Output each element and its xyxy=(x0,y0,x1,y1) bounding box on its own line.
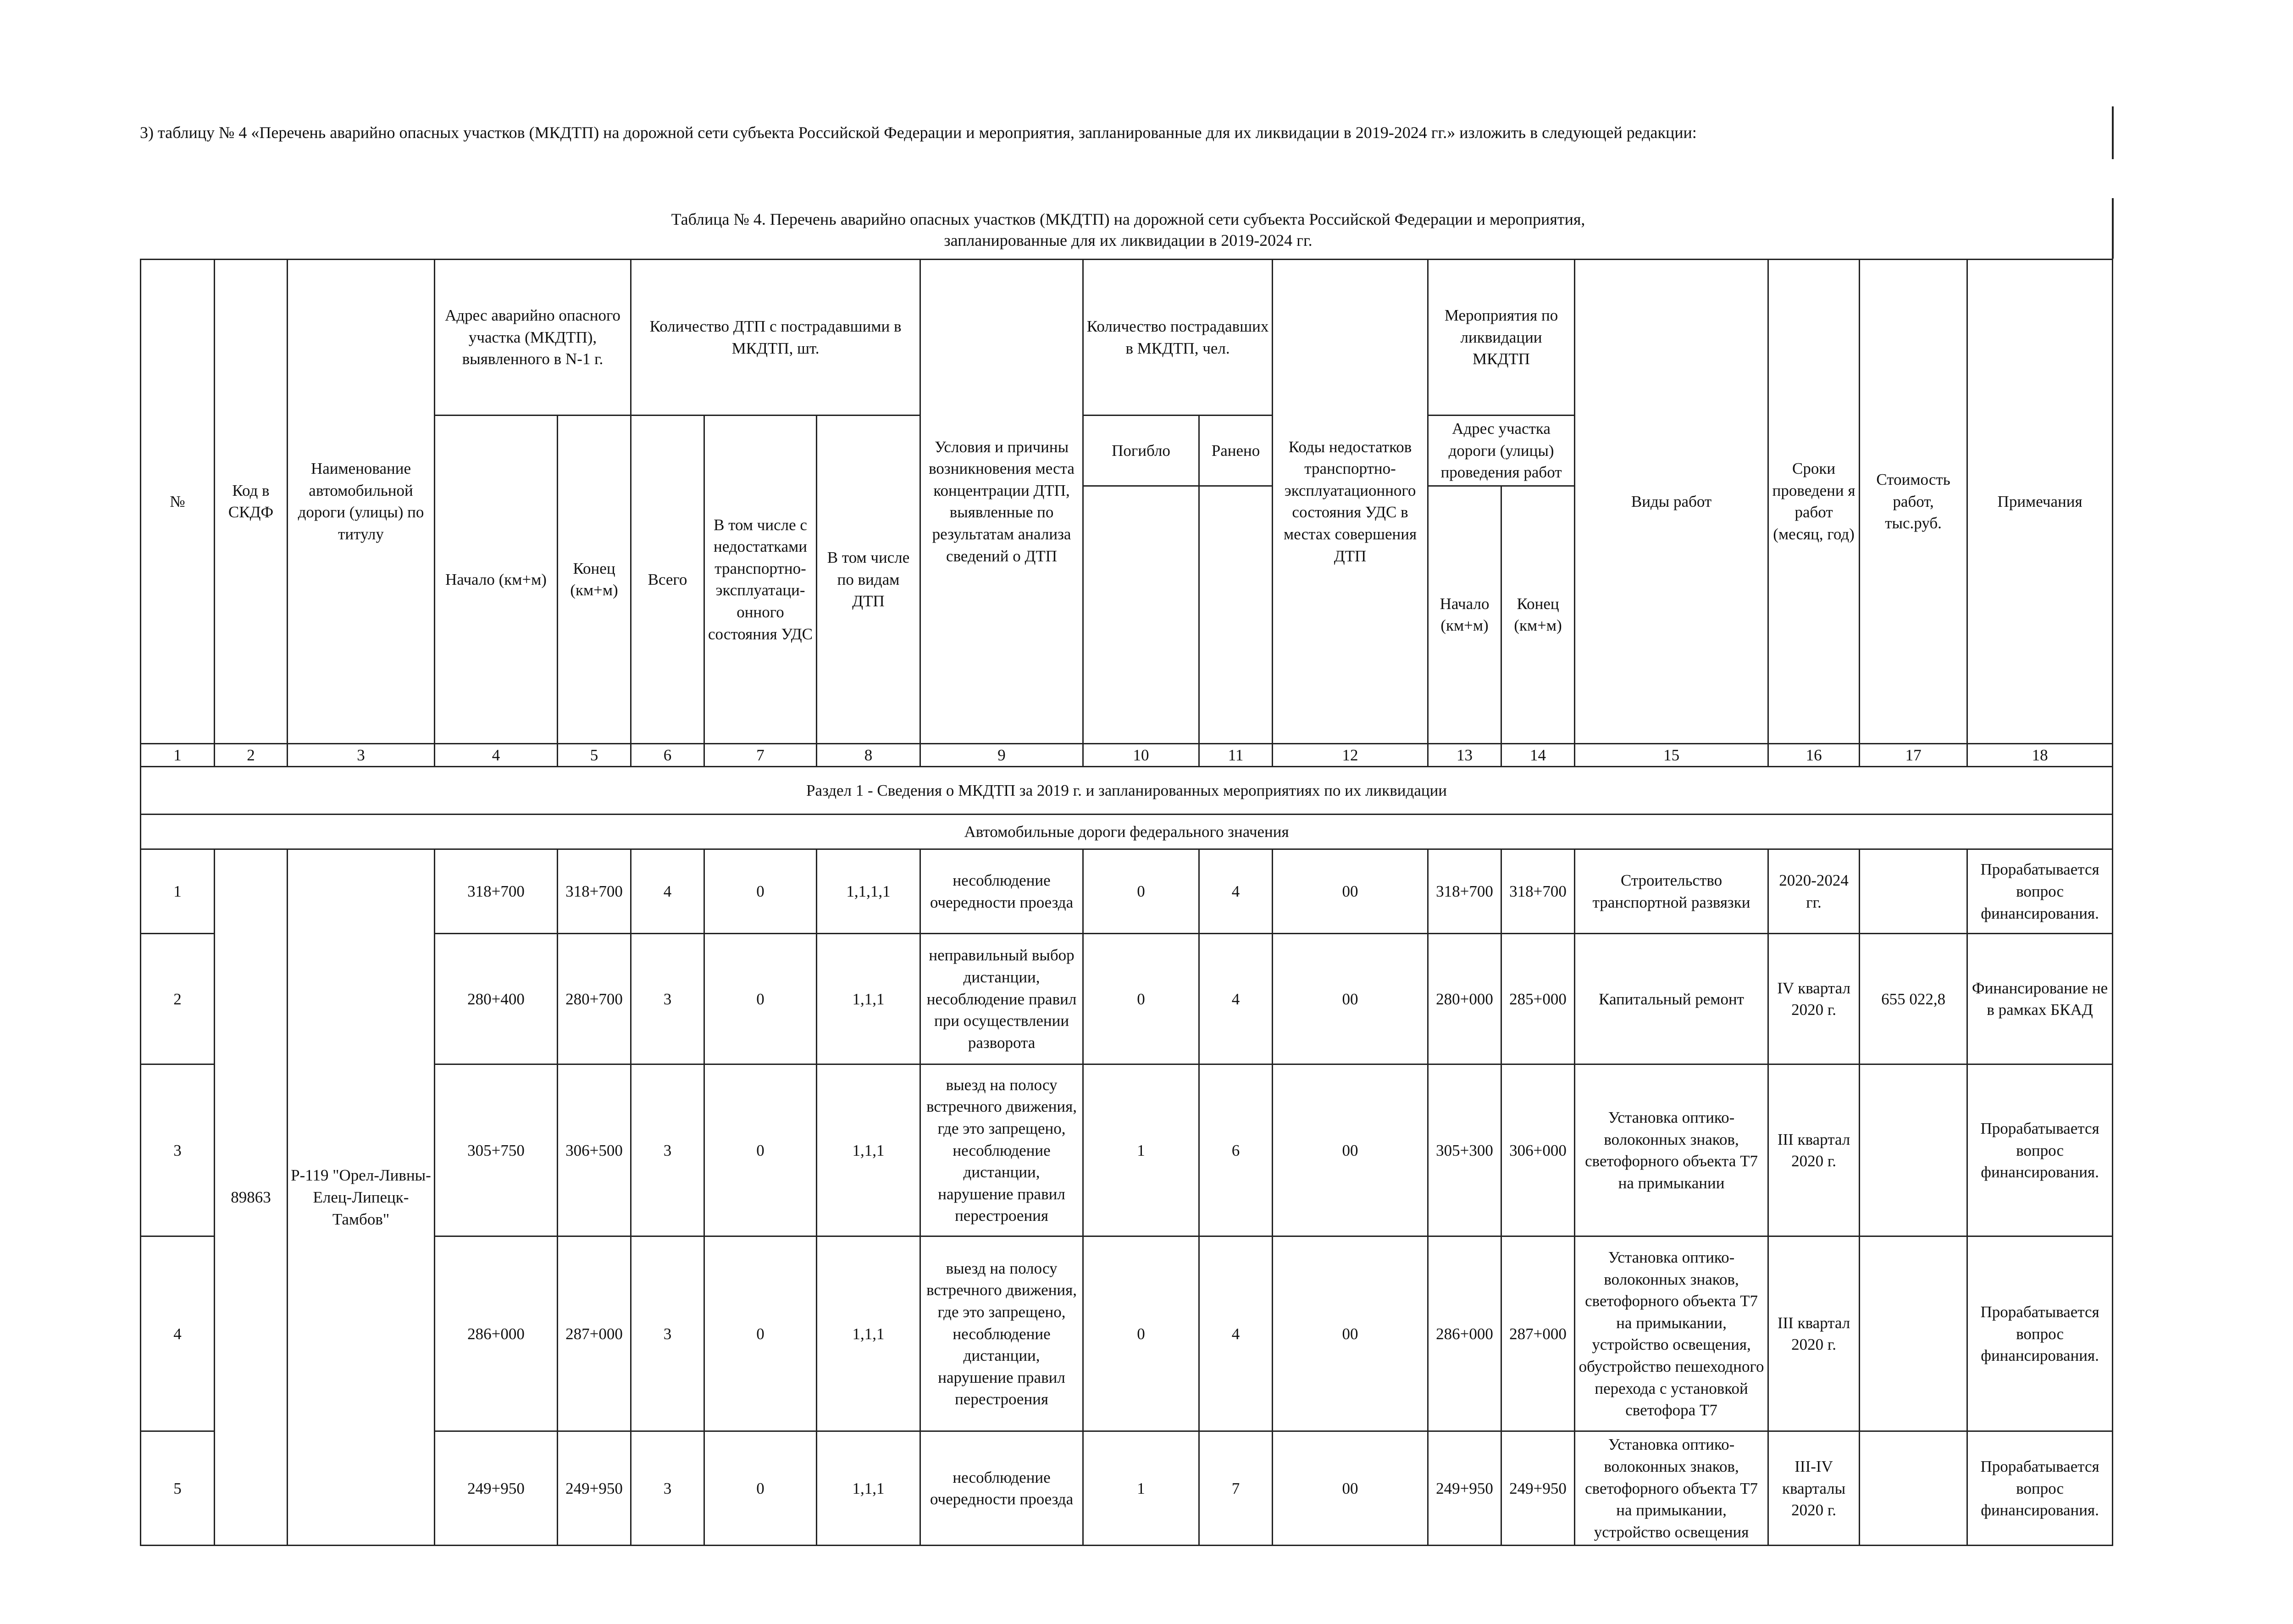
col-num-8: 8 xyxy=(817,743,920,767)
col-num-12: 12 xyxy=(1273,743,1428,767)
cell-cost xyxy=(1860,1431,1967,1546)
cell-notes: Прорабатывается вопрос финансирования. xyxy=(1967,1236,2113,1431)
column-numbers-row xyxy=(141,743,2113,767)
header-cost: Стоимость работ, тыс.руб. xyxy=(1860,260,1967,744)
col-num-14: 14 xyxy=(1501,743,1575,767)
col-num-5: 5 xyxy=(558,743,631,767)
caption-line-2: запланированные для их ликвидации в 2019-2024 гг. xyxy=(944,231,1313,249)
cell-injured: 7 xyxy=(1199,1431,1273,1546)
header-work-types: Виды работ xyxy=(1575,260,1768,744)
cell-num: 4 xyxy=(141,1236,215,1431)
cell-end: 280+700 xyxy=(558,934,631,1064)
header-address-group: Адрес аварийно опасного участка (МКДТП), выявленного в N-1 г. xyxy=(435,260,631,416)
cell-work-end: 249+950 xyxy=(1501,1431,1575,1546)
col-num-3: 3 xyxy=(288,743,435,767)
header-terms: Сроки проведени я работ (месяц, год) xyxy=(1768,260,1860,744)
cell-conditions: выезд на полосу встречного движения, где это запрещено, несоблюдение дистанции, нарушение правил перестроения xyxy=(920,1236,1083,1431)
col-num-15: 15 xyxy=(1575,743,1768,767)
header-killed-blank xyxy=(1083,486,1199,743)
cell-start: 305+750 xyxy=(435,1064,558,1236)
col-num-2: 2 xyxy=(215,743,288,767)
cell-total: 3 xyxy=(631,1236,704,1431)
col-num-4: 4 xyxy=(435,743,558,767)
cell-num: 2 xyxy=(141,934,215,1064)
margin-rule xyxy=(2112,106,2114,159)
col-num-11: 11 xyxy=(1199,743,1273,767)
cell-injured: 4 xyxy=(1199,1236,1273,1431)
cell-end: 318+700 xyxy=(558,849,631,934)
cell-num: 1 xyxy=(141,849,215,934)
cell-killed: 0 xyxy=(1083,849,1199,934)
header-victims-group: Количество пострадавших в МКДТП, чел. xyxy=(1083,260,1273,416)
cell-incl: 0 xyxy=(704,1431,817,1546)
cell-end: 306+500 xyxy=(558,1064,631,1236)
col-num-13: 13 xyxy=(1428,743,1501,767)
cell-codes: 00 xyxy=(1273,1064,1428,1236)
cell-start: 280+400 xyxy=(435,934,558,1064)
header-conditions: Условия и причины возникновения места концентрации ДТП, выявленные по результатам анализа сведений о ДТП xyxy=(920,260,1083,744)
table-row xyxy=(141,849,2113,934)
header-num: № xyxy=(141,260,215,744)
subsection-title: Автомобильные дороги федерального значения xyxy=(141,815,2113,849)
header-incl-uds: В том числе с недостатками транспортно-эксплуатаци-онного состояния УДС xyxy=(704,416,817,744)
cell-total: 3 xyxy=(631,1064,704,1236)
col-num-10: 10 xyxy=(1083,743,1199,767)
header-total: Всего xyxy=(631,416,704,744)
header-code: Код в СКДФ xyxy=(215,260,288,744)
cell-terms: 2020-2024 гг. xyxy=(1768,849,1860,934)
cell-types: 1,1,1,1 xyxy=(817,849,920,934)
cell-cost: 655 022,8 xyxy=(1860,934,1967,1064)
cell-num: 3 xyxy=(141,1064,215,1236)
section-row xyxy=(141,767,2113,815)
col-num-6: 6 xyxy=(631,743,704,767)
cell-cost xyxy=(1860,849,1967,934)
cell-conditions: неправильный выбор дистанции, несоблюдение правил при осуществлении разворота xyxy=(920,934,1083,1064)
table-row xyxy=(141,1431,2113,1546)
cell-killed: 0 xyxy=(1083,934,1199,1064)
cell-start: 318+700 xyxy=(435,849,558,934)
cell-work-start: 249+950 xyxy=(1428,1431,1501,1546)
header-work-end: Конец (км+м) xyxy=(1501,486,1575,743)
col-num-16: 16 xyxy=(1768,743,1860,767)
cell-works: Строительство транспортной развязки xyxy=(1575,849,1768,934)
cell-total: 3 xyxy=(631,1431,704,1546)
col-num-1: 1 xyxy=(141,743,215,767)
cell-killed: 0 xyxy=(1083,1236,1199,1431)
cell-codes: 00 xyxy=(1273,1236,1428,1431)
header-measures-group: Мероприятия по ликвидации МКДТП xyxy=(1428,260,1575,416)
mkdtp-table xyxy=(140,259,2113,1546)
header-end: Конец (км+м) xyxy=(558,416,631,744)
cell-total: 3 xyxy=(631,934,704,1064)
header-notes: Примечания xyxy=(1967,260,2113,744)
cell-terms: III квартал 2020 г. xyxy=(1768,1236,1860,1431)
cell-start: 249+950 xyxy=(435,1431,558,1546)
cell-injured: 4 xyxy=(1199,849,1273,934)
header-codes: Коды недостатков транспортно-эксплуатационного состояния УДС в местах совершения ДТП xyxy=(1273,260,1428,744)
cell-injured: 6 xyxy=(1199,1064,1273,1236)
header-by-type: В том числе по видам ДТП xyxy=(817,416,920,744)
cell-incl: 0 xyxy=(704,934,817,1064)
col-num-9: 9 xyxy=(920,743,1083,767)
cell-works: Установка оптико-волоконных знаков, светофорного объекта Т7 на примыкании xyxy=(1575,1064,1768,1236)
header-row-1 xyxy=(141,260,2113,416)
cell-notes: Прорабатывается вопрос финансирования. xyxy=(1967,1431,2113,1546)
cell-types: 1,1,1 xyxy=(817,934,920,1064)
col-num-18: 18 xyxy=(1967,743,2113,767)
cell-killed: 1 xyxy=(1083,1064,1199,1236)
header-killed: Погибло xyxy=(1083,416,1199,486)
cell-num: 5 xyxy=(141,1431,215,1546)
col-num-17: 17 xyxy=(1860,743,1967,767)
cell-cost xyxy=(1860,1236,1967,1431)
cell-types: 1,1,1 xyxy=(817,1236,920,1431)
caption-line-1: Таблица № 4. Перечень аварийно опасных участков (МКДТП) на дорожной сети субъекта Российской Федерации и мероприятия, xyxy=(671,210,1585,228)
cell-codes: 00 xyxy=(1273,1431,1428,1546)
cell-work-start: 318+700 xyxy=(1428,849,1501,934)
caption-rule xyxy=(2112,198,2114,259)
cell-works: Установка оптико-волоконных знаков, светофорного объекта Т7 на примыкании, устройство освещения xyxy=(1575,1431,1768,1546)
cell-terms: III квартал 2020 г. xyxy=(1768,1064,1860,1236)
header-road-name: Наименование автомобильной дороги (улицы) по титулу xyxy=(288,260,435,744)
cell-injured: 4 xyxy=(1199,934,1273,1064)
intro-text: 3) таблицу № 4 «Перечень аварийно опасных участков (МКДТП) на дорожной сети субъекта Российской Федерации и мероприятия, запланированные для их ликвидации в 2019-2024 гг.» изложить в следующей редакции: xyxy=(140,123,1697,142)
cell-terms: IV квартал 2020 г. xyxy=(1768,934,1860,1064)
cell-work-end: 287+000 xyxy=(1501,1236,1575,1431)
header-work-start: Начало (км+м) xyxy=(1428,486,1501,743)
cell-notes: Прорабатывается вопрос финансирования. xyxy=(1967,849,2113,934)
table-row xyxy=(141,1064,2113,1236)
cell-codes: 00 xyxy=(1273,934,1428,1064)
section-title: Раздел 1 - Сведения о МКДТП за 2019 г. и запланированных мероприятиях по их ликвидации xyxy=(141,767,2113,815)
col-num-7: 7 xyxy=(704,743,817,767)
cell-end: 287+000 xyxy=(558,1236,631,1431)
cell-road-name: Р-119 "Орел-Ливны-Елец-Липецк-Тамбов" xyxy=(288,849,435,1546)
cell-code: 89863 xyxy=(215,849,288,1546)
cell-cost xyxy=(1860,1064,1967,1236)
cell-works: Капитальный ремонт xyxy=(1575,934,1768,1064)
cell-work-end: 285+000 xyxy=(1501,934,1575,1064)
header-start: Начало (км+м) xyxy=(435,416,558,744)
header-work-address: Адрес участка дороги (улицы) проведения работ xyxy=(1428,416,1575,486)
cell-conditions: несоблюдение очередности проезда xyxy=(920,1431,1083,1546)
cell-works: Установка оптико-волоконных знаков, светофорного объекта Т7 на примыкании, устройство освещения, обустройство пешеходного перехода с установкой светофора Т7 xyxy=(1575,1236,1768,1431)
cell-work-start: 280+000 xyxy=(1428,934,1501,1064)
cell-work-end: 318+700 xyxy=(1501,849,1575,934)
cell-types: 1,1,1 xyxy=(817,1064,920,1236)
header-dtp-group: Количество ДТП с пострадавшими в МКДТП, шт. xyxy=(631,260,920,416)
cell-conditions: выезд на полосу встречного движения, где это запрещено, несоблюдение дистанции, нарушение правил перестроения xyxy=(920,1064,1083,1236)
cell-work-end: 306+000 xyxy=(1501,1064,1575,1236)
table-caption xyxy=(459,209,1798,251)
cell-terms: III-IV кварталы 2020 г. xyxy=(1768,1431,1860,1546)
cell-killed: 1 xyxy=(1083,1431,1199,1546)
cell-total: 4 xyxy=(631,849,704,934)
cell-codes: 00 xyxy=(1273,849,1428,934)
table-row xyxy=(141,1236,2113,1431)
cell-incl: 0 xyxy=(704,1236,817,1431)
subsection-row xyxy=(141,815,2113,849)
cell-notes: Прорабатывается вопрос финансирования. xyxy=(1967,1064,2113,1236)
cell-types: 1,1,1 xyxy=(817,1431,920,1546)
cell-work-start: 305+300 xyxy=(1428,1064,1501,1236)
cell-notes: Финансирование не в рамках БКАД xyxy=(1967,934,2113,1064)
header-injured: Ранено xyxy=(1199,416,1273,486)
cell-end: 249+950 xyxy=(558,1431,631,1546)
cell-incl: 0 xyxy=(704,1064,817,1236)
cell-start: 286+000 xyxy=(435,1236,558,1431)
header-injured-blank xyxy=(1199,486,1273,743)
cell-conditions: несоблюдение очередности проезда xyxy=(920,849,1083,934)
cell-work-start: 286+000 xyxy=(1428,1236,1501,1431)
cell-incl: 0 xyxy=(704,849,817,934)
table-row xyxy=(141,934,2113,1064)
